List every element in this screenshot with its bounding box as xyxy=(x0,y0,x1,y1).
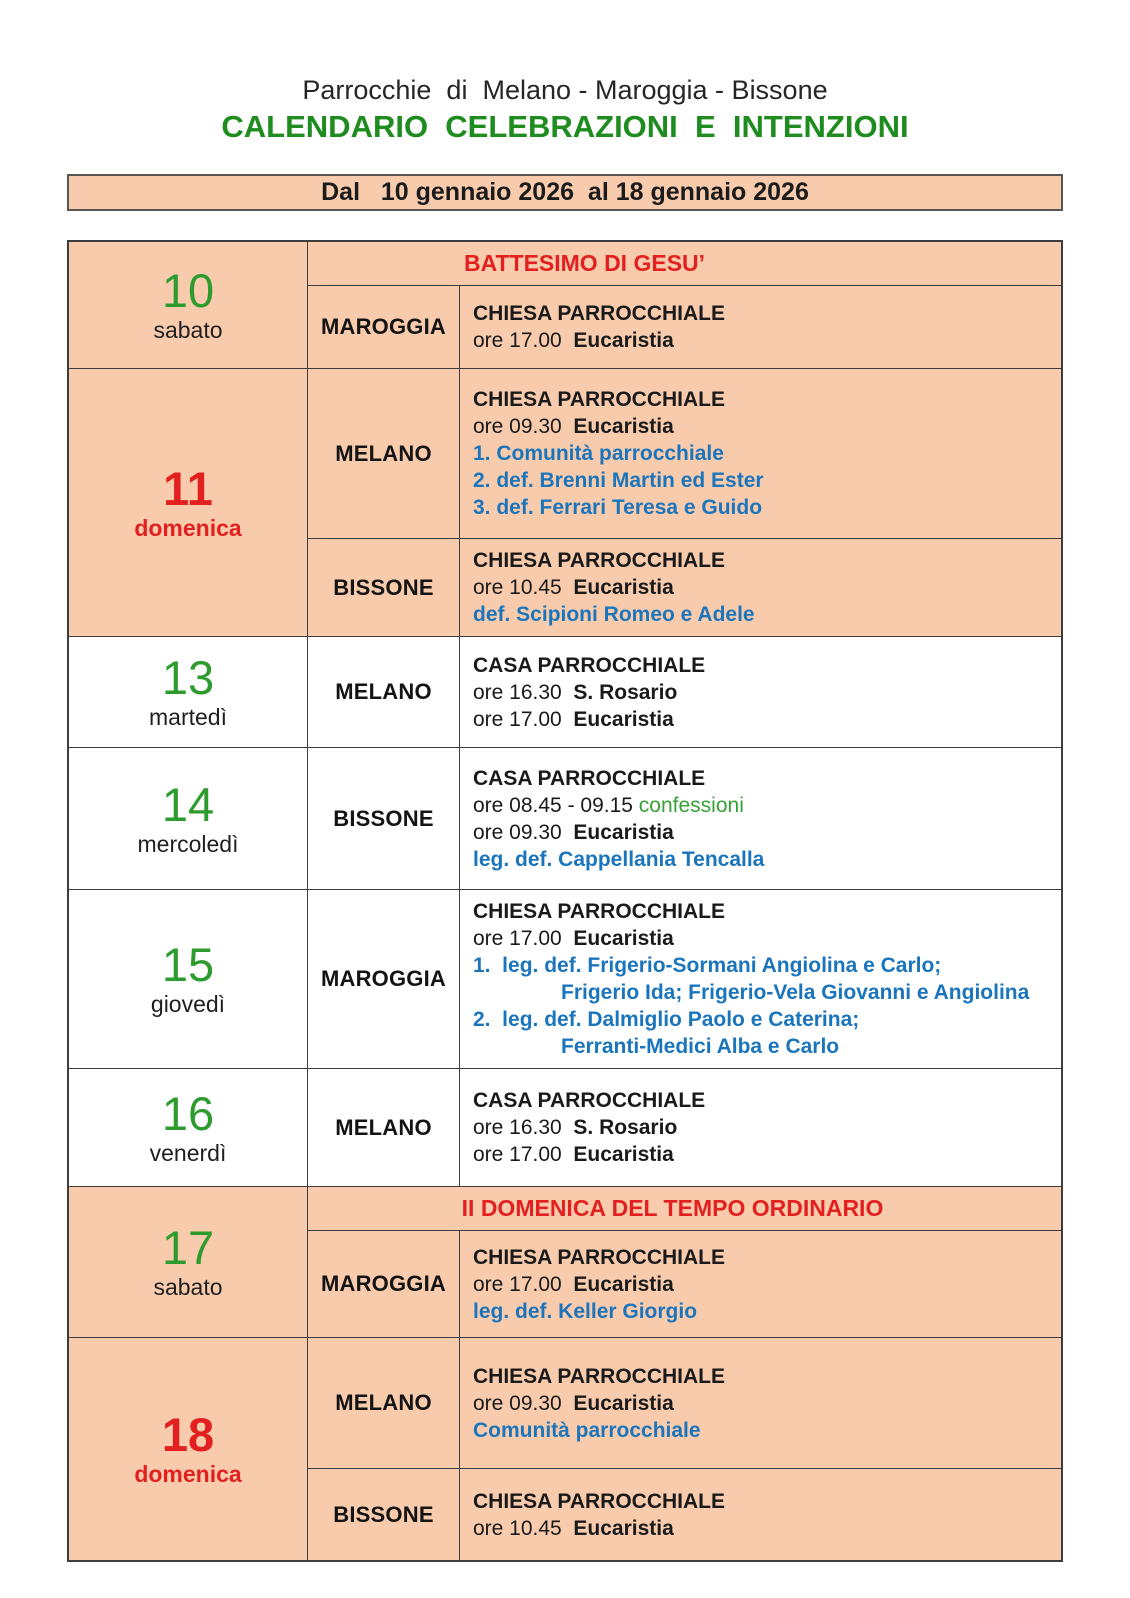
details-cell xyxy=(460,637,1061,747)
text-segment: 2. leg. def. Dalmiglio Paolo e Caterina; xyxy=(473,1008,860,1031)
text-segment: S. Rosario xyxy=(573,1116,678,1139)
weekday-label: sabato xyxy=(153,1274,223,1300)
detail-line xyxy=(473,925,1051,952)
text-segment: Eucaristia xyxy=(573,329,674,352)
text-segment: confessioni xyxy=(638,793,744,817)
weekday-label: mercoledì xyxy=(137,830,239,857)
detail-line xyxy=(473,1033,1051,1060)
details-cell xyxy=(460,1469,1061,1560)
detail-line xyxy=(473,846,1051,873)
detail-line xyxy=(473,652,1051,679)
detail-line xyxy=(473,819,1051,846)
detail-line xyxy=(473,1087,1051,1114)
row-content xyxy=(308,1187,1061,1337)
page-title: CALENDARIO CELEBRAZIONI E INTENZIONI xyxy=(221,109,909,144)
celebration-entry xyxy=(308,286,1061,368)
detail-line xyxy=(473,413,1051,440)
celebration-entry xyxy=(308,1069,1061,1186)
text-segment: CHIESA PARROCCHIALE xyxy=(473,1489,726,1513)
details-cell xyxy=(460,369,1061,538)
details-cell xyxy=(460,890,1061,1068)
date-number: 13 xyxy=(161,651,215,704)
location-cell: MAROGGIA xyxy=(308,286,460,368)
text-segment: CASA PARROCCHIALE xyxy=(473,766,706,790)
detail-line xyxy=(473,1515,1051,1542)
text-segment: CHIESA PARROCCHIALE xyxy=(473,900,726,923)
text-segment: 3. def. Ferrari Teresa e Guido xyxy=(473,496,763,519)
text-segment: ore 17.00 xyxy=(473,329,574,352)
theme-banner xyxy=(308,1187,1061,1231)
location-cell: MELANO xyxy=(308,369,460,538)
text-segment: ore 10.45 xyxy=(473,576,574,599)
weekday-label: domenica xyxy=(134,1461,242,1487)
detail-line xyxy=(473,706,1051,733)
detail-line xyxy=(473,547,1051,574)
detail-line xyxy=(473,792,1051,819)
text-segment: ore 16.30 xyxy=(473,680,574,704)
date-cell xyxy=(69,1338,308,1560)
date-number: 11 xyxy=(163,461,213,515)
text-segment: ore 17.00 xyxy=(473,1143,574,1166)
text-segment: leg. def. Cappellania Tencalla xyxy=(473,847,765,871)
calendar-row-14 xyxy=(69,747,1061,889)
detail-line xyxy=(473,1417,1051,1444)
detail-line xyxy=(473,1114,1051,1141)
date-range-label: Dal 10 gennaio 2026 al 18 gennaio 2026 xyxy=(321,178,809,206)
celebration-entry xyxy=(308,538,1061,636)
text-segment: ore 17.00 xyxy=(473,707,574,731)
detail-line xyxy=(473,440,1051,467)
details-cell xyxy=(460,1338,1061,1468)
weekday-label: domenica xyxy=(134,514,242,541)
celebration-entry xyxy=(308,637,1061,747)
document-header xyxy=(67,74,1063,146)
date-range-banner xyxy=(67,174,1063,211)
date-cell xyxy=(69,637,308,747)
location-cell: MELANO xyxy=(308,1069,460,1186)
celebration-entry xyxy=(308,369,1061,538)
detail-line xyxy=(473,979,1051,1006)
celebration-entry xyxy=(308,1468,1061,1560)
text-segment: ore 17.00 xyxy=(473,927,574,950)
text-segment: ore 09.30 xyxy=(473,820,574,844)
text-segment: CASA PARROCCHIALE xyxy=(473,1089,706,1112)
detail-line xyxy=(473,1390,1051,1417)
detail-line xyxy=(473,574,1051,601)
parishes-subtitle: Parrocchie di Melano - Maroggia - Bissone xyxy=(302,75,828,105)
text-segment: Eucaristia xyxy=(573,1391,674,1415)
text-segment: ore 16.30 xyxy=(473,1116,574,1139)
date-cell xyxy=(69,242,308,368)
text-segment: CHIESA PARROCCHIALE xyxy=(473,388,726,411)
text-segment: Eucaristia xyxy=(573,927,674,950)
date-cell xyxy=(69,890,308,1068)
text-segment: 1. Comunità parrocchiale xyxy=(473,442,724,465)
detail-line xyxy=(473,898,1051,925)
theme-banner xyxy=(308,242,1061,286)
detail-line xyxy=(473,952,1051,979)
detail-line xyxy=(473,300,1051,327)
detail-line xyxy=(473,494,1051,521)
theme-label: BATTESIMO DI GESU’ xyxy=(463,250,706,276)
weekday-label: martedì xyxy=(149,704,227,730)
calendar-row-16 xyxy=(69,1068,1061,1186)
text-segment: CHIESA PARROCCHIALE xyxy=(473,302,726,325)
text-segment: leg. def. Keller Giorgio xyxy=(473,1299,698,1323)
location-cell: BISSONE xyxy=(308,539,460,636)
detail-line xyxy=(473,1006,1051,1033)
text-segment: Eucaristia xyxy=(573,415,674,438)
date-cell xyxy=(69,748,308,889)
details-cell xyxy=(460,286,1061,368)
text-segment: CHIESA PARROCCHIALE xyxy=(473,1245,726,1269)
calendar-table xyxy=(67,240,1063,1562)
text-segment: ore 17.00 xyxy=(473,1272,574,1296)
detail-line xyxy=(473,327,1051,354)
text-segment: Eucaristia xyxy=(573,1143,674,1166)
location-cell: MELANO xyxy=(308,637,460,747)
date-cell xyxy=(69,1187,308,1337)
text-segment: CHIESA PARROCCHIALE xyxy=(473,1364,726,1388)
details-cell xyxy=(460,539,1061,636)
detail-line xyxy=(473,1488,1051,1515)
calendar-row-15 xyxy=(69,889,1061,1068)
text-segment: Eucaristia xyxy=(573,1516,674,1540)
text-segment: Eucaristia xyxy=(573,707,674,731)
text-segment: ore 10.45 xyxy=(473,1516,574,1540)
location-cell: BISSONE xyxy=(308,748,460,889)
date-number: 16 xyxy=(161,1086,215,1140)
date-number: 17 xyxy=(161,1221,215,1274)
row-content xyxy=(308,637,1061,747)
detail-line xyxy=(473,679,1051,706)
weekday-label: venerdì xyxy=(149,1139,227,1166)
celebration-entry xyxy=(308,1231,1061,1337)
calendar-row-11 xyxy=(69,368,1061,636)
location-cell: MELANO xyxy=(308,1338,460,1468)
detail-line xyxy=(473,1271,1051,1298)
detail-line xyxy=(473,1244,1051,1271)
detail-line xyxy=(473,386,1051,413)
calendar-row-17 xyxy=(69,1186,1061,1337)
date-cell xyxy=(69,1069,308,1186)
text-segment: CHIESA PARROCCHIALE xyxy=(473,549,726,572)
text-segment: S. Rosario xyxy=(573,680,678,704)
date-number: 10 xyxy=(161,264,215,317)
details-cell xyxy=(460,1231,1061,1337)
text-segment: def. Scipioni Romeo e Adele xyxy=(473,603,755,626)
detail-line xyxy=(473,601,1051,628)
row-content xyxy=(308,890,1061,1068)
row-content xyxy=(308,242,1061,368)
detail-line xyxy=(473,467,1051,494)
row-content xyxy=(308,748,1061,889)
location-cell: MAROGGIA xyxy=(308,1231,460,1337)
location-cell: BISSONE xyxy=(308,1469,460,1560)
calendar-row-10 xyxy=(69,242,1061,368)
text-segment: 2. def. Brenni Martin ed Ester xyxy=(473,469,764,492)
celebration-entry xyxy=(308,748,1061,889)
detail-line xyxy=(473,1298,1051,1325)
date-number: 15 xyxy=(161,938,215,991)
text-segment: 1. leg. def. Frigerio-Sormani Angiolina e Carlo; xyxy=(473,954,942,977)
row-content xyxy=(308,1069,1061,1186)
text-segment: Ferranti-Medici Alba e Carlo xyxy=(561,1035,840,1058)
celebration-entry xyxy=(308,1338,1061,1468)
date-cell xyxy=(69,369,308,636)
text-segment: Eucaristia xyxy=(573,576,674,599)
location-cell: MAROGGIA xyxy=(308,890,460,1068)
text-segment: Eucaristia xyxy=(573,820,674,844)
calendar-row-13 xyxy=(69,636,1061,747)
text-segment: CASA PARROCCHIALE xyxy=(473,653,706,677)
row-content xyxy=(308,369,1061,636)
detail-line xyxy=(473,765,1051,792)
date-number: 14 xyxy=(161,777,215,831)
text-segment: ore 08.45 - 09.15 xyxy=(473,793,639,817)
text-segment: ore 09.30 xyxy=(473,415,574,438)
calendar-row-18 xyxy=(69,1337,1061,1560)
weekday-label: giovedì xyxy=(150,991,226,1017)
theme-label: II DOMENICA DEL TEMPO ORDINARIO xyxy=(461,1195,884,1221)
row-content xyxy=(308,1338,1061,1560)
detail-line xyxy=(473,1363,1051,1390)
text-segment: Comunità parrocchiale xyxy=(473,1418,701,1442)
detail-line xyxy=(473,1141,1051,1168)
weekday-label: sabato xyxy=(153,317,223,343)
text-segment: Frigerio Ida; Frigerio-Vela Giovanni e Angiolina xyxy=(561,981,1030,1004)
celebration-entry xyxy=(308,890,1061,1068)
text-segment: Eucaristia xyxy=(573,1272,674,1296)
text-segment: ore 09.30 xyxy=(473,1391,574,1415)
details-cell xyxy=(460,1069,1061,1186)
details-cell xyxy=(460,748,1061,889)
date-number: 18 xyxy=(161,1408,215,1461)
